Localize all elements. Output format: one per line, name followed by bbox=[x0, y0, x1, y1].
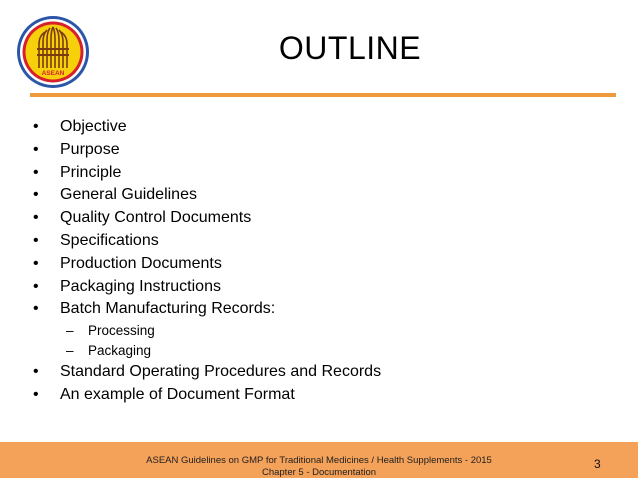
title-divider bbox=[30, 93, 616, 97]
list-item: • Batch Manufacturing Records: bbox=[33, 300, 276, 318]
list-item: • Quality Control Documents bbox=[33, 209, 252, 227]
svg-text:ASEAN: ASEAN bbox=[41, 70, 65, 77]
footer-chapter: Chapter 5 - Documentation bbox=[261, 467, 377, 478]
outline-list bbox=[30, 116, 381, 407]
slide-title: OUTLINE bbox=[278, 30, 422, 66]
sub-list-item: – Processing bbox=[66, 323, 155, 339]
asean-emblem-icon bbox=[15, 14, 91, 90]
asean-logo bbox=[15, 14, 91, 90]
list-item: • Specifications bbox=[33, 231, 159, 249]
footer-title: ASEAN Guidelines on GMP for Traditional Medicines / Health Supplements - 2015 bbox=[146, 455, 492, 466]
list-item: • Packaging Instructions bbox=[33, 277, 221, 295]
list-item: • Production Documents bbox=[33, 254, 222, 272]
list-item: • An example of Document Format bbox=[33, 385, 295, 403]
list-item: • Objective bbox=[33, 118, 127, 135]
sub-list-item: – Packaging bbox=[66, 343, 152, 359]
page-number: 3 bbox=[594, 457, 601, 471]
footer-bar bbox=[0, 442, 638, 478]
list-item: • Purpose bbox=[33, 140, 120, 158]
list-item: • Principle bbox=[33, 163, 122, 181]
list-item: • General Guidelines bbox=[33, 186, 197, 204]
list-item: • Standard Operating Procedures and Records bbox=[33, 363, 382, 381]
